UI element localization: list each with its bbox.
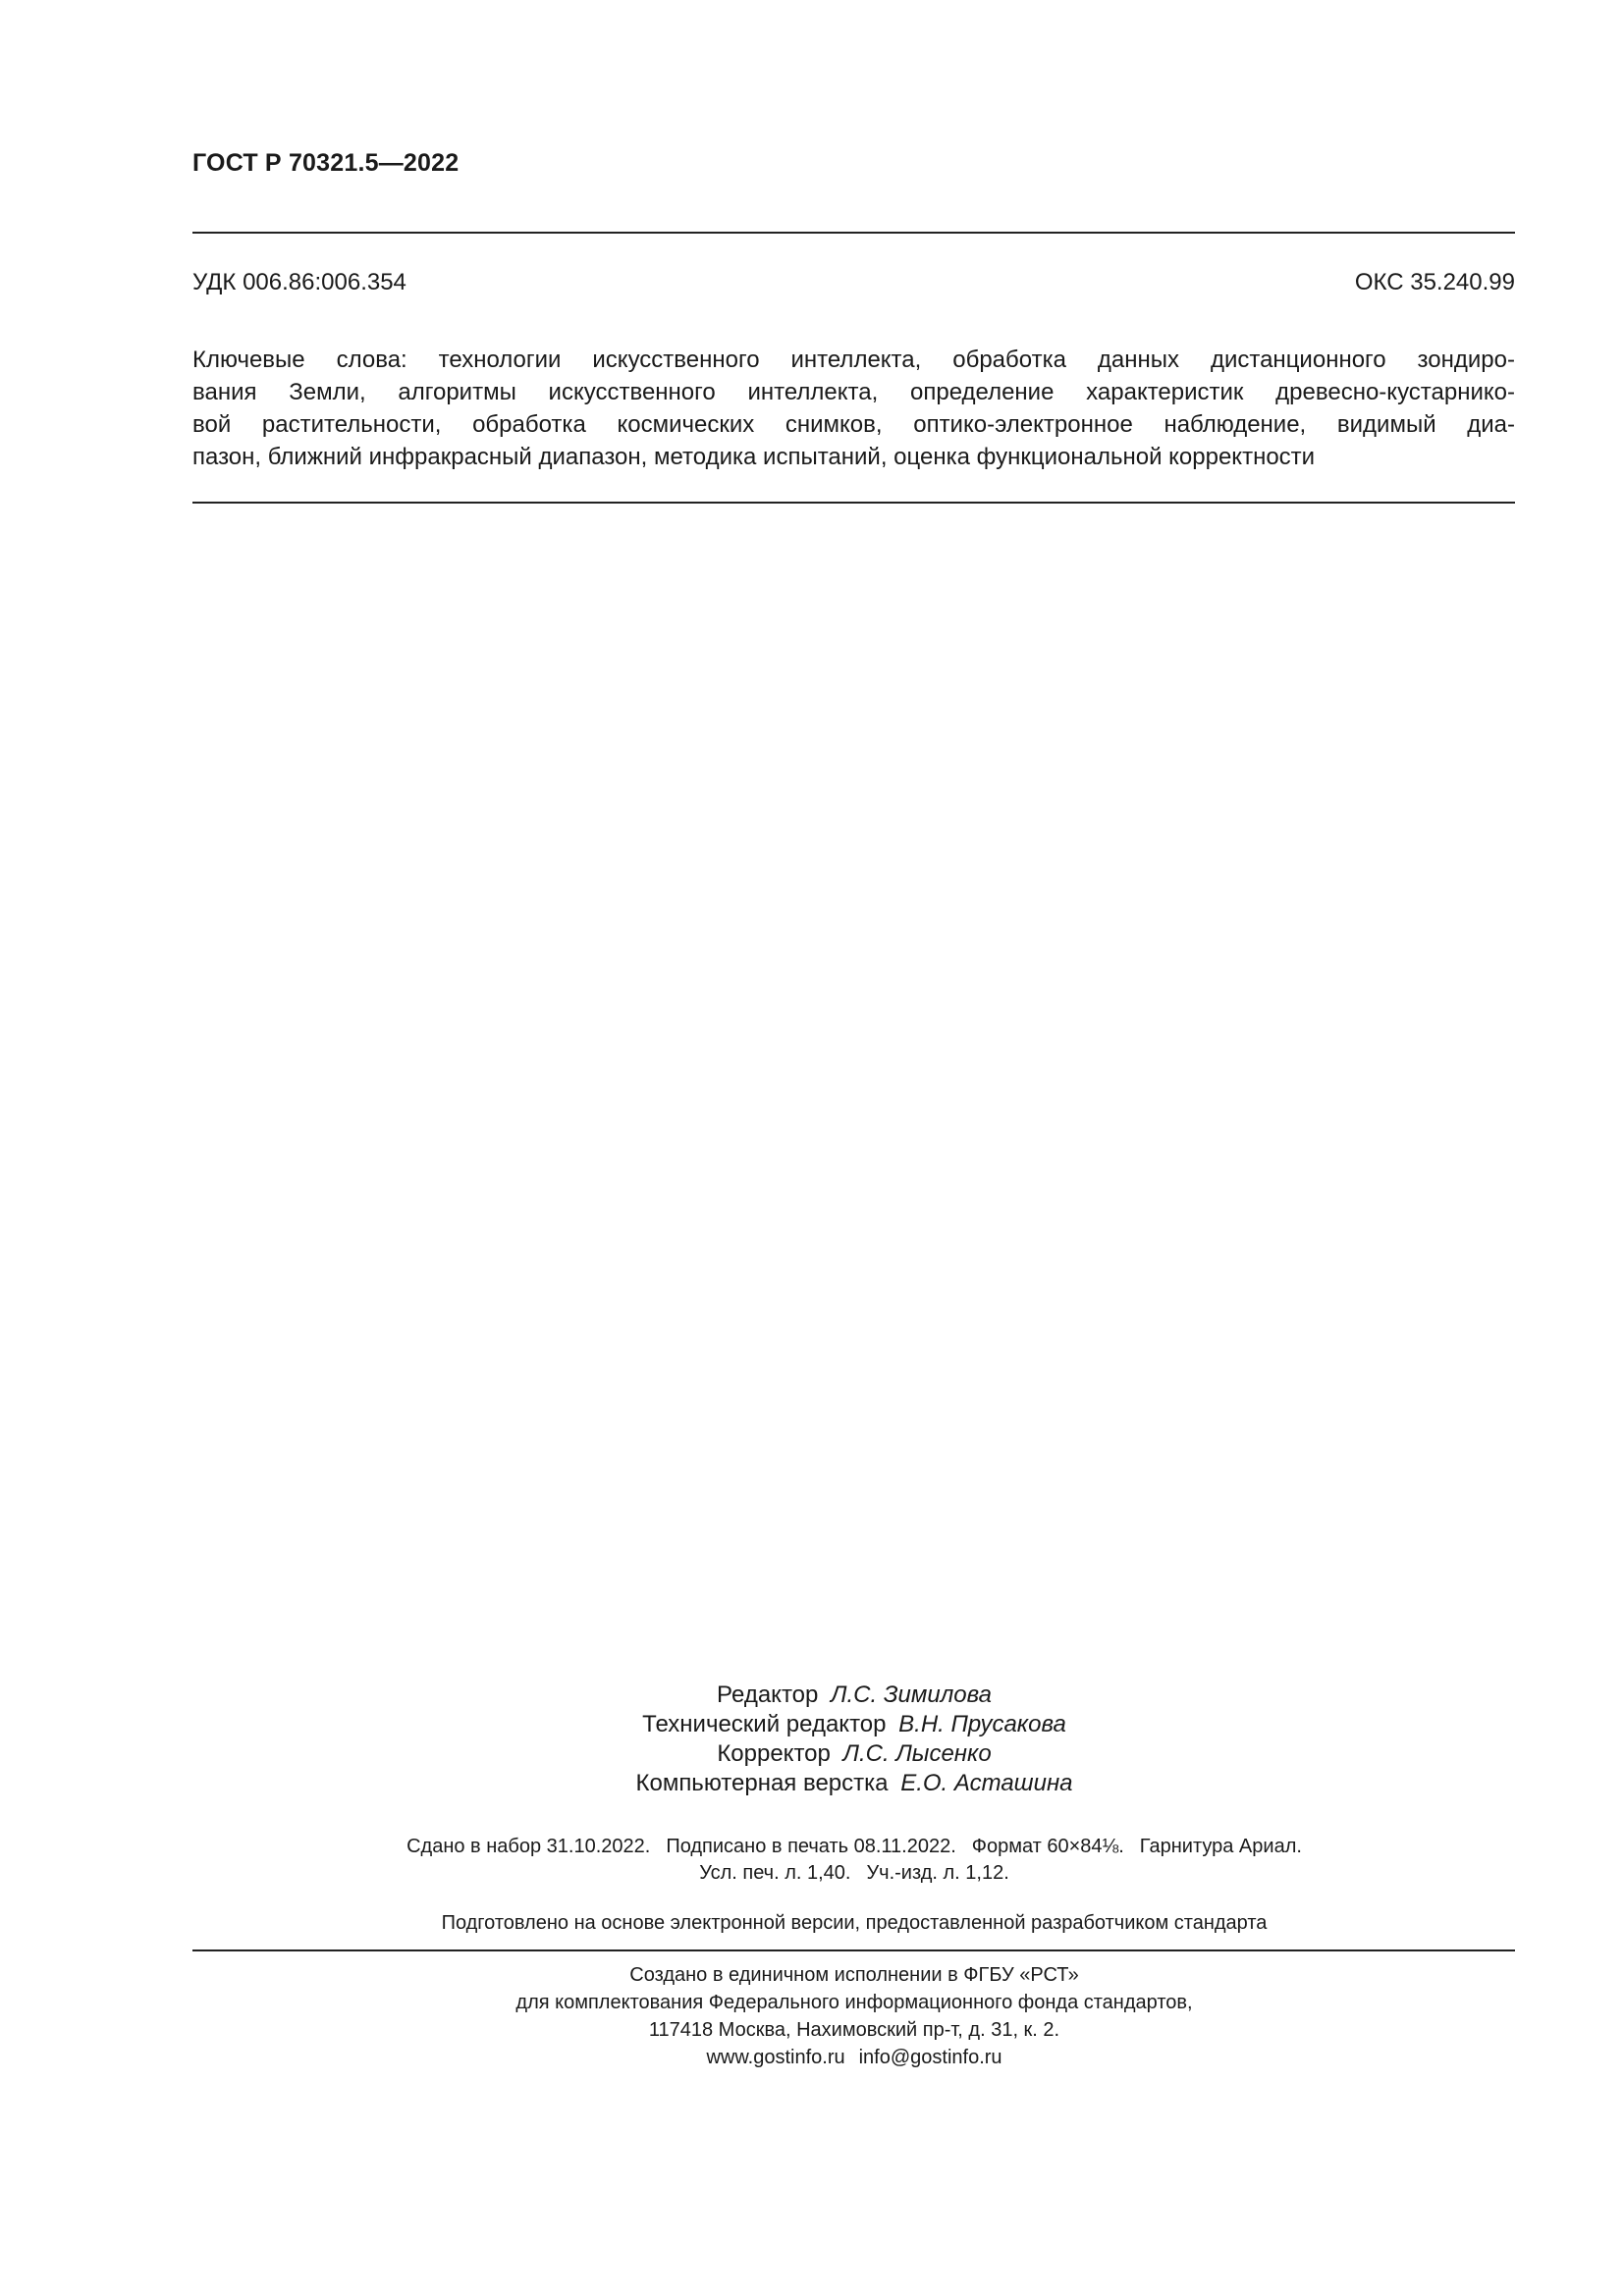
footer-purpose: для комплектования Федерального информационного фонда стандартов,: [515, 1992, 1193, 2013]
oks-code: ОКС 35.240.99: [1354, 269, 1515, 295]
staff-name: Л.С. Лысенко: [842, 1740, 992, 1767]
staff-name: Л.С. Зимилова: [831, 1682, 992, 1708]
staff-editor: [0, 1681, 1624, 1710]
header-divider: [192, 232, 1515, 234]
imprint-print-sheets: Усл. печ. л. 1,40.: [699, 1862, 851, 1884]
staff-role: Компьютерная верстка: [635, 1770, 889, 1796]
keywords-line: вания Земли, алгоритмы искусственного интеллекта, определение характеристик древесно-кустарнико-: [192, 379, 1515, 405]
staff-layout: [0, 1769, 1624, 1798]
udk-code: УДК 006.86:006.354: [192, 269, 406, 295]
imprint-line-1: [0, 1834, 1624, 1860]
footer-address: 117418 Москва, Нахимовский пр-т, д. 31, к. 2.: [648, 2019, 1060, 2041]
keywords-line: вой растительности, обработка космических снимков, оптико-электронное наблюдение, видимый диа-: [192, 411, 1515, 438]
document-title: ГОСТ Р 70321.5—2022: [192, 149, 460, 177]
staff-name: В.Н. Прусакова: [898, 1711, 1066, 1737]
website-link[interactable]: www.gostinfo.ru: [706, 2047, 845, 2068]
keywords-divider: [192, 502, 1515, 504]
keywords-line: Ключевые слова: технологии искусственного интеллекта, обработка данных дистанционного зондиро-: [192, 347, 1515, 373]
imprint-typeface: Гарнитура Ариал.: [1139, 1836, 1302, 1857]
imprint-line-2: [0, 1860, 1624, 1887]
staff-role: Корректор: [717, 1740, 831, 1767]
keywords-line: пазон, ближний инфракрасный диапазон, методика испытаний, оценка функциональной корректности: [192, 444, 1316, 470]
imprint-signed: Подписано в печать 08.11.2022.: [666, 1836, 956, 1857]
footer-created: Создано в единичном исполнении в ФГБУ «РСТ»: [629, 1964, 1079, 1986]
imprint-submitted: Сдано в набор 31.10.2022.: [406, 1836, 651, 1857]
prepared-note: Подготовлено на основе электронной версии, предоставленной разработчиком стандарта: [441, 1912, 1268, 1934]
footer-contacts: [0, 2044, 1624, 2071]
email-link[interactable]: info@gostinfo.ru: [858, 2047, 1002, 2068]
staff-role: Технический редактор: [642, 1711, 887, 1737]
keywords-paragraph: [192, 344, 1515, 473]
staff-proofreader: [0, 1739, 1624, 1769]
imprint-format: Формат 60×84⅛.: [971, 1836, 1124, 1857]
footer-divider: [192, 1949, 1515, 1951]
staff-name: Е.О. Асташина: [900, 1770, 1073, 1796]
staff-role: Редактор: [717, 1682, 819, 1708]
staff-tech-editor: [0, 1710, 1624, 1739]
imprint-publisher-sheets: Уч.-изд. л. 1,12.: [866, 1862, 1009, 1884]
